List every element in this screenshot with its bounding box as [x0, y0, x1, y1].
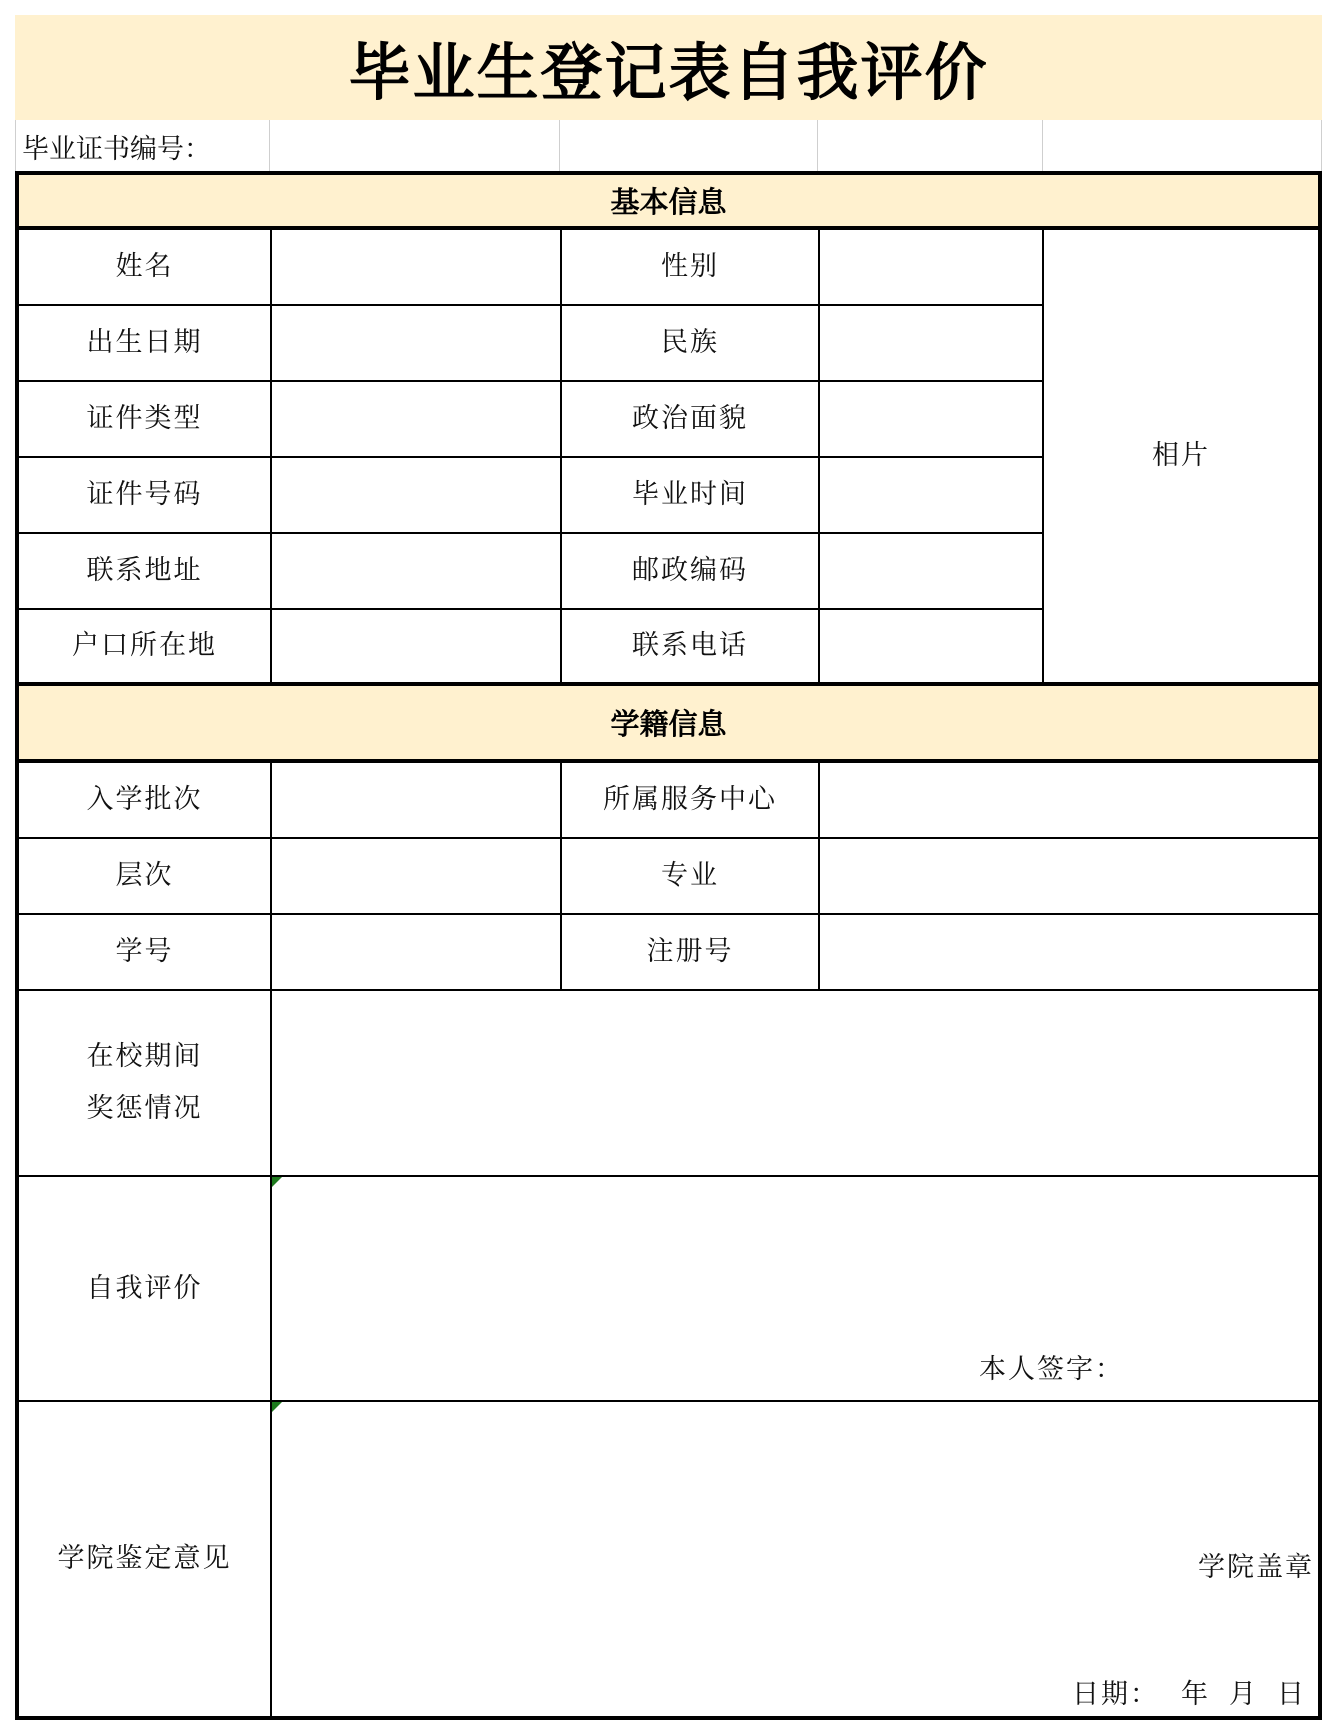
registration-table	[15, 171, 1322, 1720]
page-title: 毕业生登记表自我评价	[15, 15, 1322, 120]
awards-field[interactable]	[272, 991, 1318, 1175]
label-service-center: 所属服务中心	[603, 784, 777, 815]
divider	[19, 380, 1044, 382]
registration-number-field[interactable]	[820, 915, 1318, 989]
photo-placeholder[interactable]: 相片	[1152, 440, 1210, 471]
label-birth-date: 出生日期	[86, 327, 203, 358]
certificate-row	[15, 120, 1322, 172]
label-ethnicity: 民族	[661, 327, 719, 358]
label-student-id: 学号	[115, 936, 174, 967]
service-center-field[interactable]	[820, 763, 1318, 837]
label-household-registration: 户口所在地	[72, 630, 217, 661]
divider	[270, 230, 272, 682]
major-field[interactable]	[820, 839, 1318, 913]
divider	[818, 230, 820, 682]
label-phone: 联系电话	[632, 630, 748, 661]
birth-date-field[interactable]	[272, 306, 560, 380]
label-college-opinion: 学院鉴定意见	[57, 1543, 232, 1574]
divider	[19, 837, 1318, 839]
comment-indicator-icon[interactable]	[272, 1402, 282, 1412]
divider	[1042, 230, 1044, 682]
year-label: 年	[1181, 1679, 1210, 1710]
label-id-number: 证件号码	[86, 479, 203, 510]
month-label: 月	[1229, 1679, 1258, 1710]
level-field[interactable]	[272, 839, 560, 913]
self-evaluation-field[interactable]	[272, 1177, 1318, 1400]
label-address: 联系地址	[86, 555, 203, 586]
phone-field[interactable]	[820, 610, 1042, 682]
label-postal-code: 邮政编码	[632, 555, 748, 586]
comment-indicator-icon[interactable]	[272, 1177, 282, 1187]
divider	[19, 913, 1318, 915]
name-field[interactable]	[272, 230, 560, 304]
college-seal-label: 学院盖章	[1198, 1552, 1314, 1583]
signature-label: 本人签字：	[979, 1354, 1124, 1385]
label-awards-line1: 在校期间	[86, 1041, 203, 1072]
label-awards-line2: 奖惩情况	[86, 1093, 203, 1124]
graduation-time-field[interactable]	[820, 458, 1042, 532]
divider	[19, 456, 1044, 458]
divider	[19, 532, 1044, 534]
certificate-number-field-3[interactable]	[818, 120, 1043, 172]
gender-field[interactable]	[820, 230, 1042, 304]
label-awards	[19, 991, 270, 1175]
divider	[560, 230, 562, 682]
divider	[560, 763, 562, 989]
certificate-number-field-2[interactable]	[560, 120, 818, 172]
certificate-number-field-4[interactable]	[1043, 120, 1322, 172]
date-label: 日期：	[1072, 1679, 1159, 1710]
college-opinion-field[interactable]	[272, 1402, 1318, 1716]
section-header-basic-info: 基本信息	[19, 175, 1318, 226]
household-registration-field[interactable]	[272, 610, 560, 682]
divider	[19, 608, 1044, 610]
section-header-school-info: 学籍信息	[19, 686, 1318, 759]
certificate-number-label: 毕业证书编号：	[15, 120, 270, 172]
political-status-field[interactable]	[820, 382, 1042, 456]
address-field[interactable]	[272, 534, 560, 608]
divider	[19, 304, 1044, 306]
student-id-field[interactable]	[272, 915, 560, 989]
label-enrollment-batch: 入学批次	[86, 784, 203, 815]
label-level: 层次	[115, 860, 174, 891]
divider	[818, 763, 820, 989]
certificate-number-field[interactable]	[270, 120, 560, 172]
day-label: 日	[1277, 1679, 1306, 1710]
label-graduation-time: 毕业时间	[632, 479, 748, 510]
label-registration-number: 注册号	[646, 936, 734, 967]
postal-code-field[interactable]	[820, 534, 1042, 608]
label-major: 专业	[661, 860, 719, 891]
label-id-type: 证件类型	[86, 403, 203, 434]
id-number-field[interactable]	[272, 458, 560, 532]
label-name: 姓名	[115, 251, 174, 282]
label-political-status: 政治面貌	[632, 403, 748, 434]
enrollment-batch-field[interactable]	[272, 763, 560, 837]
ethnicity-field[interactable]	[820, 306, 1042, 380]
label-gender: 性别	[661, 251, 719, 282]
label-self-evaluation: 自我评价	[86, 1272, 203, 1304]
id-type-field[interactable]	[272, 382, 560, 456]
